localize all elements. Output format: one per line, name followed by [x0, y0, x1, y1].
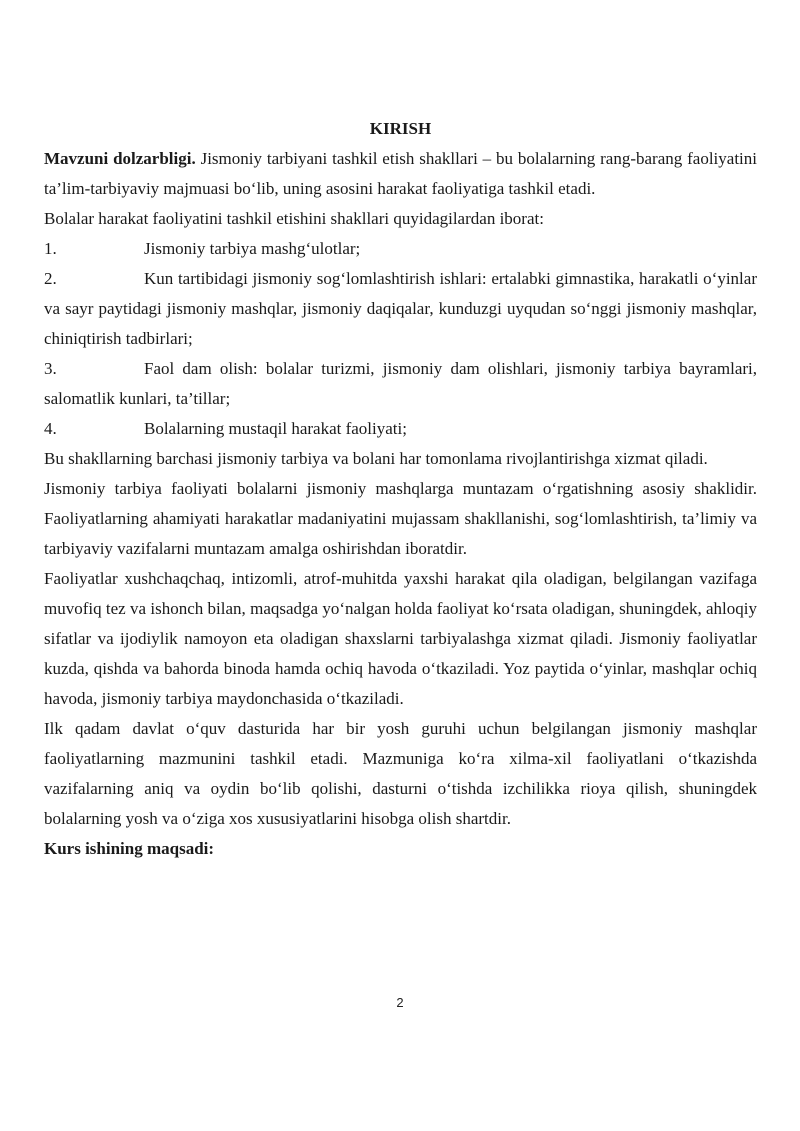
- list-item-text: Kun tartibidagi jismoniy sog‘lomlashtirish ishlari: ertalabki gimnastika, harakatli o‘yinlar va sayr paytidagi jismoniy mashqlar, jismoniy daqiqalar, kunduzgi uyqudan so‘nggi jismoniy mashqlar, chiniqtirish tadbirlari;: [44, 269, 757, 348]
- paragraph-forms-intro: Bolalar harakat faoliyatini tashkil etishini shakllari quyidagilardan iborat:: [44, 209, 544, 228]
- list-item: [44, 354, 757, 414]
- section-subheading: Kurs ishining maqsadi:: [44, 839, 215, 858]
- paragraph-activity-goals: Faoliyatlar xushchaqchaq, intizomli, atrof-muhitda yaxshi harakat qila oladigan, belgilangan vazifaga muvofiq tez va ishonch bilan, maqsadga yo‘nalgan holda faoliyat ko‘rsata oladigan, shuningdek, ahloqiy sifatlar va ijodiylik namoyon eta oladigan shaxslarni tarbiyalashga xizmat qiladi. Jismoniy faoliyatlar kuzda, qishda va bahorda binoda hamda ochiq havoda o‘tkaziladi. Yoz paytida o‘yinlar, mashqlar ochiq havoda, jismoniy tarbiya maydonchasida o‘tkaziladi.: [44, 569, 757, 708]
- page-number: 2: [396, 995, 404, 1010]
- relevance-text: Jismoniy tarbiyani tashkil etish shakllari – bu bolalarning rang-barang faoliyatini ta’lim-tarbiyaviy majmuasi bo‘lib, uning asosini harakat faoliyatiga tashkil etadi.: [44, 149, 757, 198]
- list-item-number: 3.: [44, 359, 57, 378]
- page-title: KIRISH: [369, 119, 432, 138]
- relevance-lead: Mavzuni dolzarbligi.: [44, 149, 196, 168]
- paragraph-curriculum: Ilk qadam davlat o‘quv dasturida har bir yosh guruhi uchun belgilangan jismoniy mashqlar faoliyatlarning mazmunini tashkil etadi. Mazmuniga ko‘ra xilma-xil faoliyatlani o‘tkazishda vazifalarning aniq va oydin bo‘lib qolishi, dasturni o‘tishda izchilikka rioya qilish, shuningdek bolalarning yosh va o‘ziga xos xususiyatlarini hisobga olish shartdir.: [44, 719, 757, 828]
- list-item: [44, 264, 757, 354]
- document-page: [44, 114, 757, 864]
- list-item: [44, 414, 757, 444]
- list-item: [44, 234, 757, 264]
- list-item-text: Bolalarning mustaqil harakat faoliyati;: [144, 419, 407, 438]
- forms-list: [44, 234, 757, 444]
- paragraph-summary: Bu shakllarning barchasi jismoniy tarbiya va bolani har tomonlama rivojlantirishga xizmat qiladi.: [44, 449, 708, 468]
- paragraph-relevance: [44, 144, 757, 204]
- list-item-number: 4.: [44, 419, 57, 438]
- list-item-text: Faol dam olish: bolalar turizmi, jismoniy dam olishlari, jismoniy tarbiya bayramlari, salomatlik kunlari, ta’tillar;: [44, 359, 757, 408]
- paragraph-activity: Jismoniy tarbiya faoliyati bolalarni jismoniy mashqlarga muntazam o‘rgatishning asosiy shaklidir. Faoliyatlarning ahamiyati harakatlar madaniyatini mujassam shakllanishi, sog‘lomlashtirish, ta’limiy va tarbiyaviy vazifalarni muntazam amalga oshirishdan iboratdir.: [44, 479, 757, 558]
- list-item-number: 2.: [44, 269, 57, 288]
- list-item-number: 1.: [44, 239, 57, 258]
- list-item-text: Jismoniy tarbiya mashg‘ulotlar;: [144, 239, 361, 258]
